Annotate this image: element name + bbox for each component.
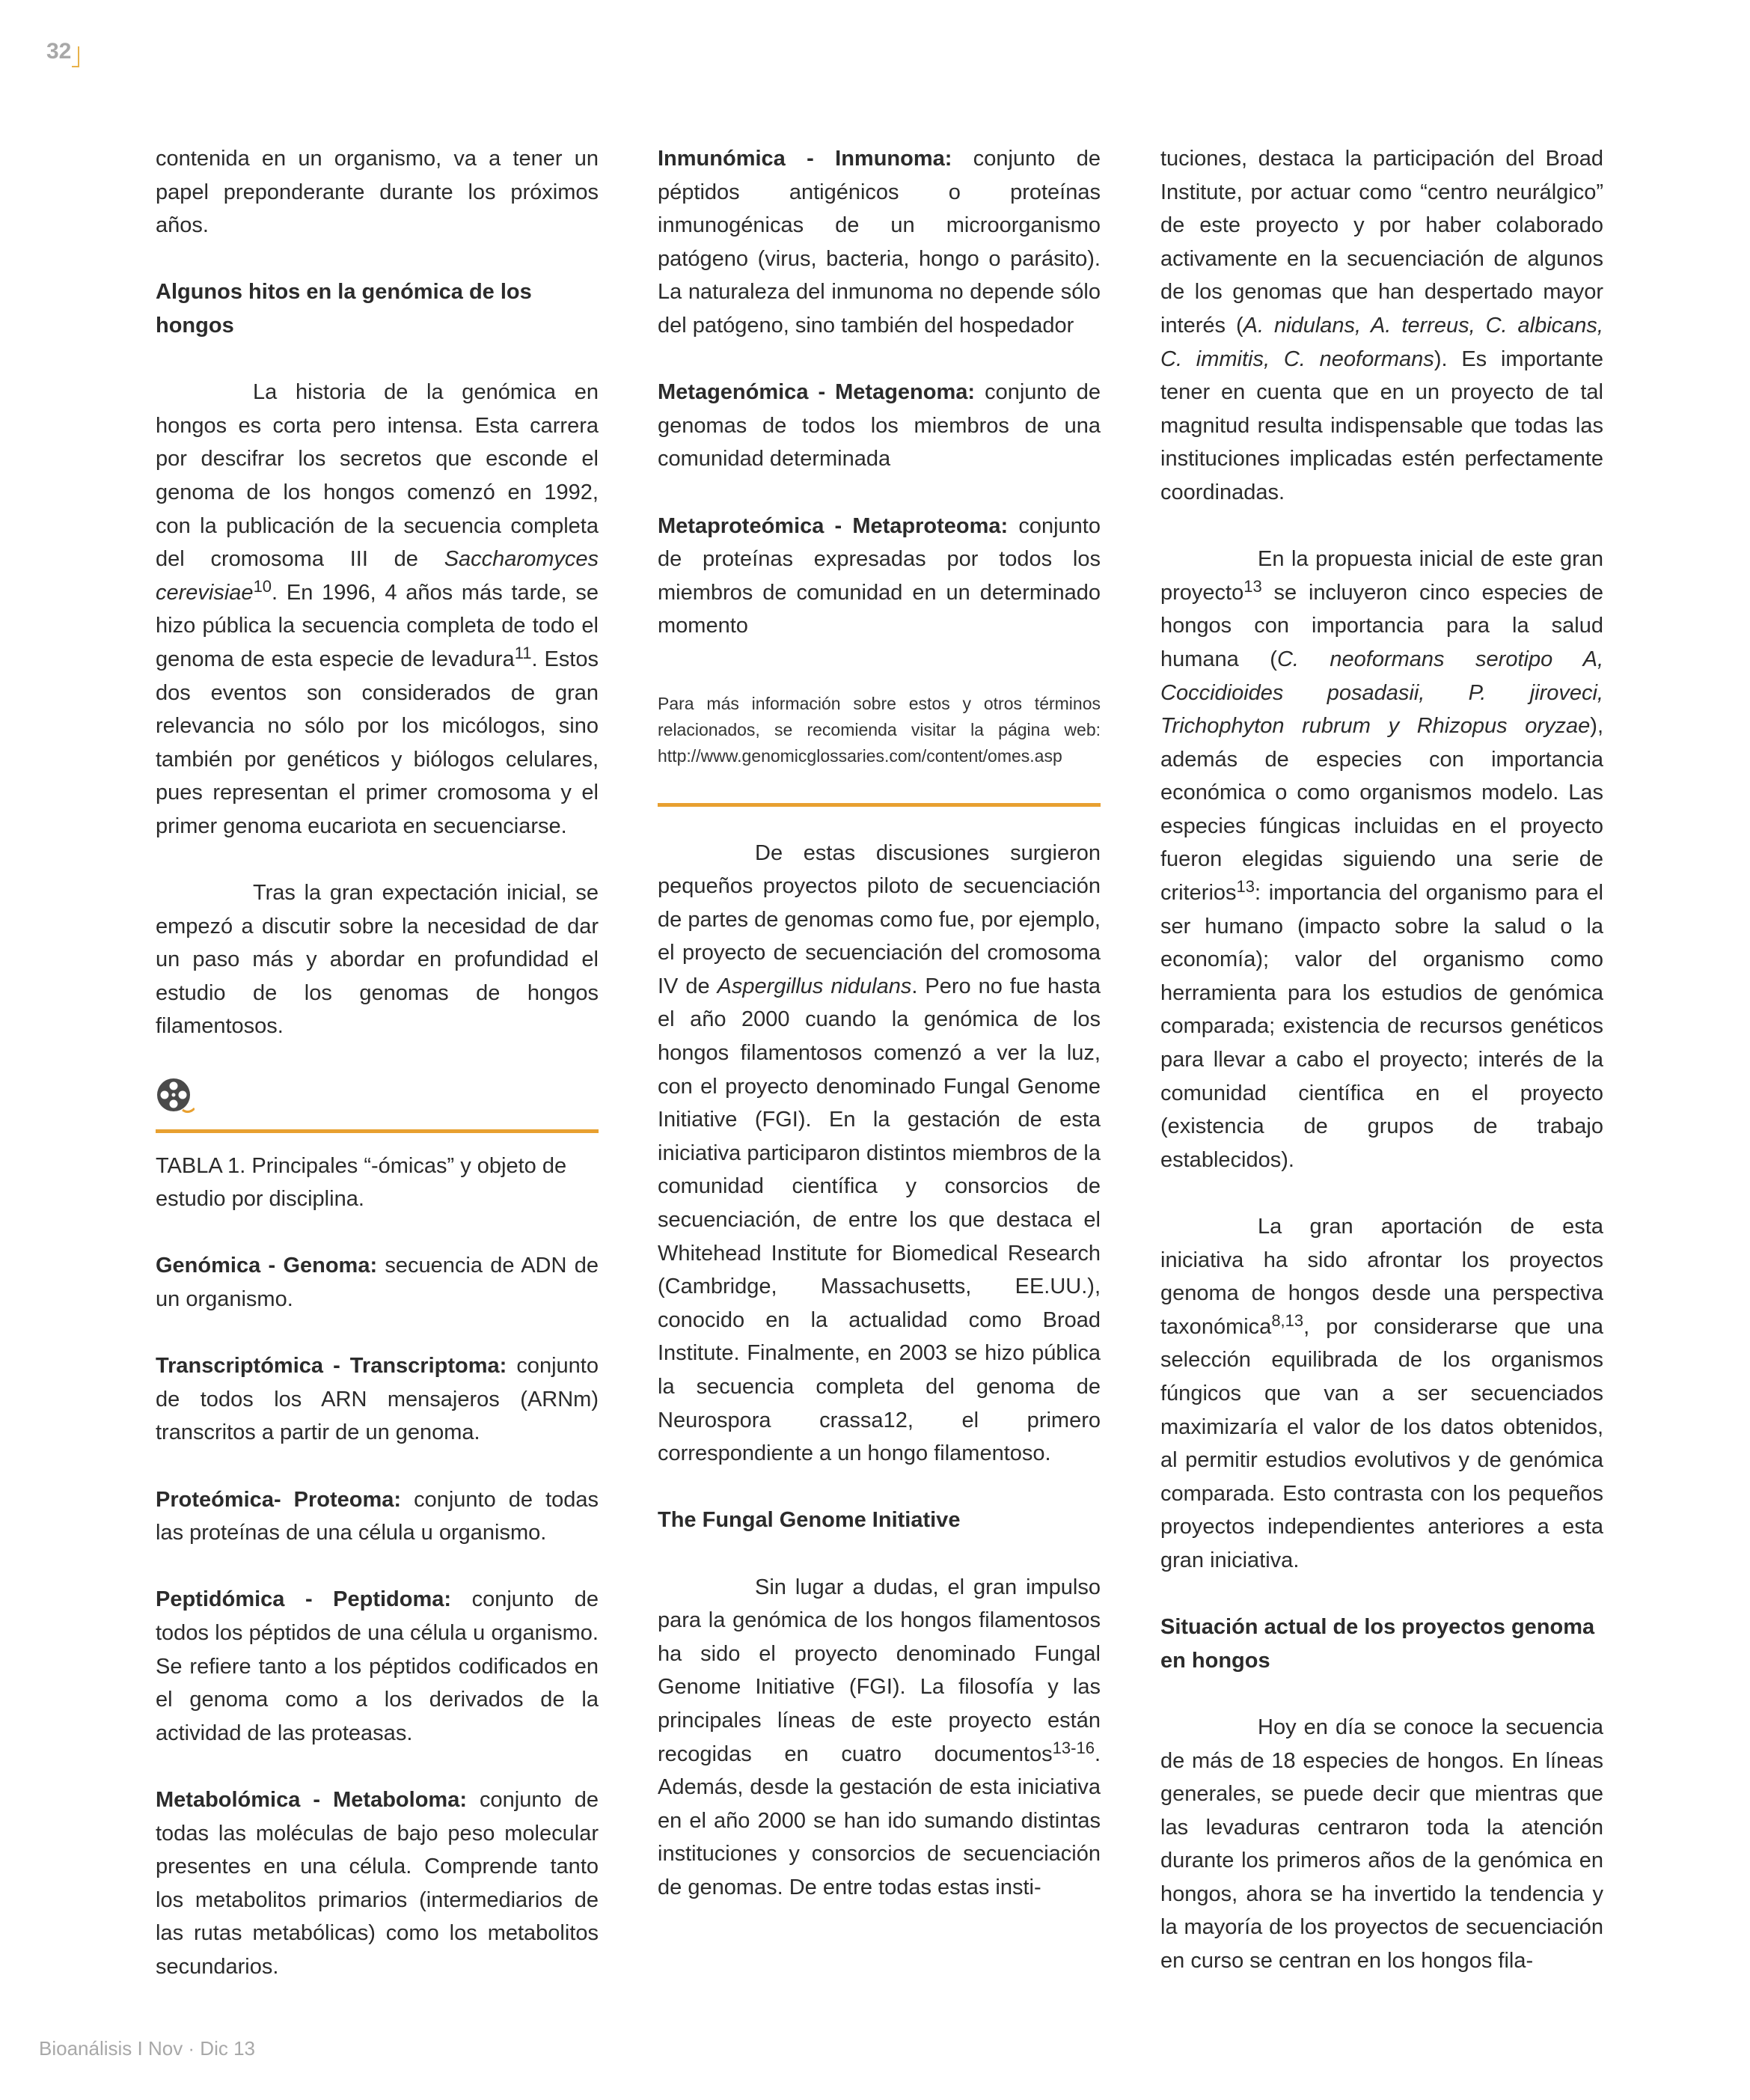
paragraph: contenida en un organismo, va a tener un papel preponderante durante los próximos años. [156, 147, 599, 238]
column-1 [156, 142, 599, 2017]
section-heading: Situación actual de los proyectos genoma en hongos [1160, 1615, 1595, 1673]
film-reel-icon [156, 1077, 195, 1116]
paragraph: tuciones, destaca la participación del Broad Institute, por actuar como “centro neurálgico” de este proyecto y por haber colaborado activamente en la secuenciación de algunos de los genomas que han despertado mayor interés (A. nidulans, A. terreus, C. albicans, C. immitis, C. neoformans). Es importante tener en cuenta que en un proyecto de tal magnitud resulta indispensable que todas las instituciones implicadas estén perfectamente coordinadas. [1160, 147, 1603, 504]
table-footnote: Para más información sobre estos y otros términos relacionados, se recomienda visitar la página web: http://www.genomicglossaries.com/content/omes.asp [658, 693, 1101, 766]
term-genomica: Genómica - Genoma: secuencia de ADN de un organismo. [156, 1254, 599, 1311]
section-heading: The Fungal Genome Initiative [658, 1508, 961, 1533]
species-name: C. neoformans serotipo A, Coccidioides posadasii, P. jiroveci, Trichophyton rubrum y Rhizopus oryzae [1160, 647, 1603, 739]
term-inmunomica: Inmunómica - Inmunoma: conjunto de péptidos antigénicos o proteínas inmunogénicas de un microorganismo patógeno (virus, bacteria, hongo o parásito). La naturaleza del inmunoma no depende sólo del patógeno, sino también del hospedador [658, 147, 1101, 338]
column-2 [658, 142, 1101, 1938]
section-heading: Algunos hitos en la genómica de los hongos [156, 280, 532, 338]
term-metagenomica: Metagenómica - Metagenoma: conjunto de genomas de todos los miembros de una comunidad determinada [658, 380, 1101, 471]
paragraph: Sin lugar a dudas, el gran impulso para la genómica de los hongos filamentosos ha sido el proyecto denominado Fungal Genome Initiative (FGI). La filosofía y las principales líneas de este proyecto están recogidas en cuatro documentos$^{13-16}$. Además, desde la gestación de esta iniciativa en el año 2000 se han ido sumando distintas instituciones y consorcios de secuenciación de genomas. De entre todas estas insti- [658, 1575, 1101, 1899]
reference: 13 [1236, 877, 1255, 897]
term-peptidomica: Peptidómica - Peptidoma: conjunto de todos los péptidos de una célula u organismo. Se refiere tanto a los péptidos codificados en el genoma como a los derivados de la actividad de las proteasas. [156, 1587, 599, 1745]
term-proteomica: Proteómica- Proteoma: conjunto de todas las proteínas de una célula u organismo. [156, 1487, 599, 1545]
reference: 10 [253, 576, 272, 596]
page-number: 32 [46, 39, 72, 64]
page-number-decoration [72, 46, 79, 67]
reference: 11 [514, 643, 532, 662]
species-name: A. nidulans, A. terreus, C. albicans, C. immitis, C. neoformans [1160, 313, 1603, 371]
paragraph: La gran aportación de esta iniciativa ha sido afrontar los proyectos genoma de hongos desde una perspectiva taxonómica$^{8,13}$, por considerarse que una selección equilibrada de los organismos fúngicos que van a ser secuenciados maximizaría el valor de los datos obtenidos, al permitir estudios evolutivos y de genómica comparada. Esto contrasta con los pequeños proyectos independientes anteriores a esta gran iniciativa. [1160, 1215, 1603, 1572]
paragraph: Tras la gran expectación inicial, se empezó a discutir sobre la necesidad de dar un paso más y abordar en profundidad el estudio de los genomas de hongos filamentosos. [156, 881, 599, 1039]
species-name: Aspergillus nidulans [717, 974, 912, 998]
column-3 [1160, 142, 1603, 2011]
table-caption: TABLA 1. Principales “-ómicas” y objeto de estudio por disciplina. [156, 1153, 567, 1212]
paragraph: La historia de la genómica en hongos es corta pero intensa. Esta carrera por descifrar los secretos que esconde el genoma de los hongos comenzó en 1992, con la publicación de la secuencia completa del cromosoma III de Saccharomyces cerevisiae$^{10}$. En 1996, 4 años más tarde, se hizo pública la secuencia completa de todo el genoma de esta especie de levadura$^{11}$. Estos dos eventos son considerados de gran relevancia no sólo por los micólogos, sino también por genéticos y biólogos celulares, pues representan el primer cromosoma y el primer genoma eucariota en secuenciarse. [156, 380, 599, 838]
page-footer: Bioanálisis I Nov · Dic 13 [39, 2037, 255, 2060]
paragraph: Hoy en día se conoce la secuencia de más de 18 especies de hongos. En líneas generales, se puede decir que mientras que las levaduras centraron toda la atención durante los primeros años de la genómica en hongos, ahora se ha invertido la tendencia y la mayoría de los proyectos de secuenciación en curso se centran en los hongos fila- [1160, 1715, 1603, 1974]
reference: 13 [1243, 576, 1262, 596]
species-name: Saccharomyces cerevisiae [156, 547, 599, 605]
section-divider [156, 1129, 599, 1133]
table-header-icon-row [156, 1077, 599, 1122]
term-transcriptomica: Transcriptómica - Transcriptoma: conjunto de todos los ARN mensajeros (ARNm) transcritos a partir de un genoma. [156, 1354, 599, 1445]
reference: 13-16 [1052, 1738, 1095, 1757]
term-metaproteomica: Metaproteómica - Metaproteoma: conjunto de proteínas expresadas por todos los miembros de comunidad en un determinado momento [658, 513, 1101, 638]
section-divider [658, 803, 1101, 807]
reference: 8,13 [1271, 1310, 1304, 1330]
paragraph: En la propuesta inicial de este gran proyecto$^{13}$ se incluyeron cinco especies de hongos con importancia para la salud humana (C. neoformans serotipo A, Coccidioides posadasii, P. jiroveci, Trichophyton rubrum y Rhizopus oryzae), además de especies con importancia económica o como organismos modelo. Las especies fúngicas incluidas en el proyecto fueron elegidas siguiendo una serie de criterios$^{13}$: importancia del organismo para el ser humano (impacto sobre la salud o la economía); valor del organismo como herramienta para los estudios de genómica comparada; existencia de recursos genéticos para llevar a cabo el proyecto; interés de la comunidad científica en el proyecto (existencia de grupos de trabajo establecidos). [1160, 547, 1603, 1172]
paragraph: De estas discusiones surgieron pequeños proyectos piloto de secuenciación de partes de genomas como fue, por ejemplo, el proyecto de secuenciación del cromosoma IV de Aspergillus nidulans. Pero no fue hasta el año 2000 cuando la genómica de los hongos filamentosos comenzó a ver la luz, con el proyecto denominado Fungal Genome Initiative (FGI). En la gestación de esta iniciativa participaron distintos miembros de la comunidad científica y consorcios de secuenciación, de entre los que destaca el Whitehead Institute for Biomedical Research (Cambridge, Massachusetts, EE.UU.), conocido en la actualidad como Broad Institute. Finalmente, en 2003 se hizo pública la secuencia completa del genoma de Neurospora crassa12, el primero correspondiente a un hongo filamentoso. [658, 840, 1101, 1466]
term-metabolomica: Metabolómica - Metaboloma: conjunto de todas las moléculas de bajo peso molecular presentes en una célula. Comprende tanto los metabolitos primarios (intermediarios de las rutas metabólicas) como los metabolitos secundarios. [156, 1787, 599, 1979]
